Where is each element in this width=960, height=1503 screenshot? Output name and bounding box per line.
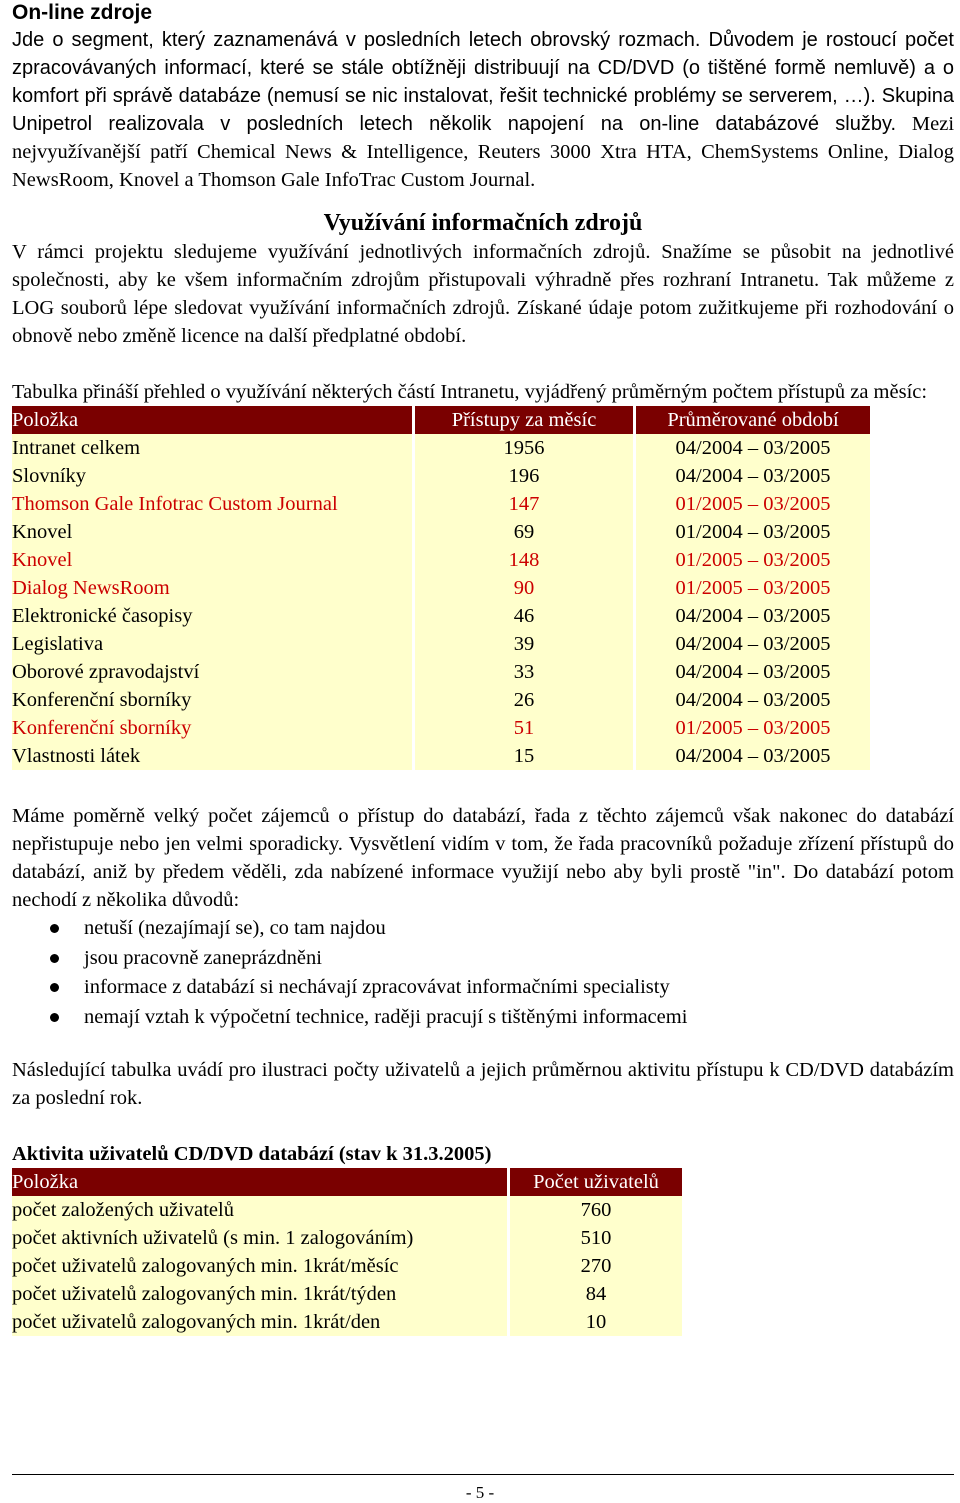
row-period: 04/2004 – 03/2005 — [635, 686, 871, 714]
bullet-icon — [50, 983, 59, 992]
row-item: počet uživatelů zalogovaných min. 1krát/měsíc — [12, 1252, 509, 1280]
row-accesses: 1956 — [414, 434, 635, 462]
row-item: Knovel — [12, 518, 414, 546]
row-period: 01/2005 – 03/2005 — [635, 490, 871, 518]
row-item: Dialog NewsRoom — [12, 574, 414, 602]
row-item: počet založených uživatelů — [12, 1196, 509, 1224]
usage-heading: Využívání informačních zdrojů — [323, 210, 643, 236]
row-user-count: 10 — [509, 1308, 683, 1336]
header-accesses: Přístupy za měsíc — [414, 406, 635, 434]
row-period: 04/2004 – 03/2005 — [635, 658, 871, 686]
table-row — [12, 1308, 682, 1336]
row-item: Oborové zpravodajství — [12, 658, 414, 686]
users-table-caption: Aktivita uživatelů CD/DVD databází (stav k 31.3.2005) — [12, 1143, 492, 1165]
table-row — [12, 490, 870, 518]
row-item: Knovel — [12, 546, 414, 574]
table-row — [12, 742, 870, 770]
row-item: Legislativa — [12, 630, 414, 658]
row-user-count: 510 — [509, 1224, 683, 1252]
table-row — [12, 1280, 682, 1308]
table-row — [12, 462, 870, 490]
footer-divider — [12, 1474, 954, 1475]
row-accesses: 39 — [414, 630, 635, 658]
row-item: Thomson Gale Infotrac Custom Journal — [12, 490, 414, 518]
row-accesses: 33 — [414, 658, 635, 686]
users-table-header — [12, 1168, 682, 1196]
online-paragraph-sans: Jde o segment, který zaznamenává v posledních letech obrovský rozmach. Důvodem je rostoucí počet zpracovávaných informací, které se stále obtížněji distribuují na CD/DVD (o tištěné formě nemluvě) a o komfort při správě databáze (nemusí se nic instalovat, řešit technické problémy se serverem, …). Skupina Unipetrol realizovala v posledních letech několik napojení na on-line databázové služby. — [12, 29, 954, 135]
online-paragraph — [12, 26, 954, 194]
row-accesses: 15 — [414, 742, 635, 770]
table-row — [12, 1196, 682, 1224]
row-period: 04/2004 – 03/2005 — [635, 434, 871, 462]
row-accesses: 196 — [414, 462, 635, 490]
list-item: nemají vztah k výpočetní technice, raději pracují s tištěnými informacemi — [12, 1003, 954, 1033]
table-row — [12, 658, 870, 686]
table-row — [12, 714, 870, 742]
row-item: počet aktivních uživatelů (s min. 1 zalogováním) — [12, 1224, 509, 1252]
row-user-count: 84 — [509, 1280, 683, 1308]
row-period: 01/2005 – 03/2005 — [635, 574, 871, 602]
row-period: 01/2005 – 03/2005 — [635, 714, 871, 742]
row-period: 04/2004 – 03/2005 — [635, 742, 871, 770]
row-item: počet uživatelů zalogovaných min. 1krát/den — [12, 1308, 509, 1336]
table-row — [12, 630, 870, 658]
row-user-count: 270 — [509, 1252, 683, 1280]
access-table-header — [12, 406, 870, 434]
row-period: 04/2004 – 03/2005 — [635, 462, 871, 490]
table-row — [12, 602, 870, 630]
row-accesses: 26 — [414, 686, 635, 714]
row-accesses: 147 — [414, 490, 635, 518]
section-title-online: On-line zdroje — [12, 1, 153, 24]
document-page — [12, 0, 954, 1336]
table-row — [12, 574, 870, 602]
row-item: Konferenční sborníky — [12, 714, 414, 742]
row-item: počet uživatelů zalogovaných min. 1krát/týden — [12, 1280, 509, 1308]
header-user-count: Počet uživatelů — [509, 1168, 683, 1196]
row-period: 04/2004 – 03/2005 — [635, 602, 871, 630]
row-accesses: 51 — [414, 714, 635, 742]
bullet-icon — [50, 924, 59, 933]
page-number: - 5 - — [465, 1483, 495, 1502]
row-item: Slovníky — [12, 462, 414, 490]
row-period: 04/2004 – 03/2005 — [635, 630, 871, 658]
table-row — [12, 1224, 682, 1252]
row-accesses: 148 — [414, 546, 635, 574]
table-row — [12, 434, 870, 462]
list-item: informace z databází si nechávají zpracovávat informačními specialisty — [12, 973, 954, 1003]
usage-paragraph: V rámci projektu sledujeme využívání jednotlivých informačních zdrojů. Snažíme se působit na jednotlivé společnosti, aby ke všem informačním zdrojům přistupovali výhradně přes rozhraní Intranetu. Tak můžeme z LOG souborů lépe sledovat využívání informačních zdrojů. Získané údaje potom zužitkujeme při rozhodování o obnově nebo změně licence na další předplatné období. — [12, 241, 954, 347]
row-item: Intranet celkem — [12, 434, 414, 462]
row-accesses: 69 — [414, 518, 635, 546]
row-item: Elektronické časopisy — [12, 602, 414, 630]
bullet-icon — [50, 1013, 59, 1022]
table-intro: Tabulka přináší přehled o využívání některých částí Intranetu, vyjádřený průměrným počtem přístupů za měsíc: — [12, 381, 928, 403]
access-table — [12, 406, 870, 770]
row-user-count: 760 — [509, 1196, 683, 1224]
reasons-list — [12, 914, 954, 1032]
bullet-icon — [50, 954, 59, 963]
row-item: Vlastnosti látek — [12, 742, 414, 770]
table-row — [12, 686, 870, 714]
header-period: Průměrované období — [635, 406, 871, 434]
row-period: 01/2004 – 03/2005 — [635, 518, 871, 546]
table-row — [12, 1252, 682, 1280]
row-accesses: 46 — [414, 602, 635, 630]
row-item: Konferenční sborníky — [12, 686, 414, 714]
row-accesses: 90 — [414, 574, 635, 602]
online-paragraph-serif: Mezi nejvyužívanější patří Chemical News & Intelligence, Reuters 3000 Xtra HTA, ChemSystems Online, Dialog NewsRoom, Knovel a Thomson Gale InfoTrac Custom Journal. — [12, 113, 955, 191]
row-period: 01/2005 – 03/2005 — [635, 546, 871, 574]
table-row — [12, 546, 870, 574]
interest-paragraph: Máme poměrně velký počet zájemců o přístup do databází, řada z těchto zájemců však nakonec do databází nepřistupuje nebo jen velmi sporadicky. Vysvětlení vidím v tom, že řada pracovníků požaduje zřízení přístupů do databází, aniž by předem věděli, zda nabízené informace využijí nebo aby byli prostě "in". Do databází potom nechodí z několika důvodů: — [12, 805, 954, 911]
list-item: netuší (nezajímají se), co tam najdou — [12, 914, 954, 944]
following-paragraph: Následující tabulka uvádí pro ilustraci počty uživatelů a jejich průměrnou aktivitu přístupu k CD/DVD databázím za poslední rok. — [12, 1059, 954, 1109]
table-row — [12, 518, 870, 546]
header-item: Položka — [12, 1168, 509, 1196]
header-item: Položka — [12, 406, 414, 434]
users-table — [12, 1168, 682, 1336]
list-item: jsou pracovně zaneprázdněni — [12, 944, 954, 974]
